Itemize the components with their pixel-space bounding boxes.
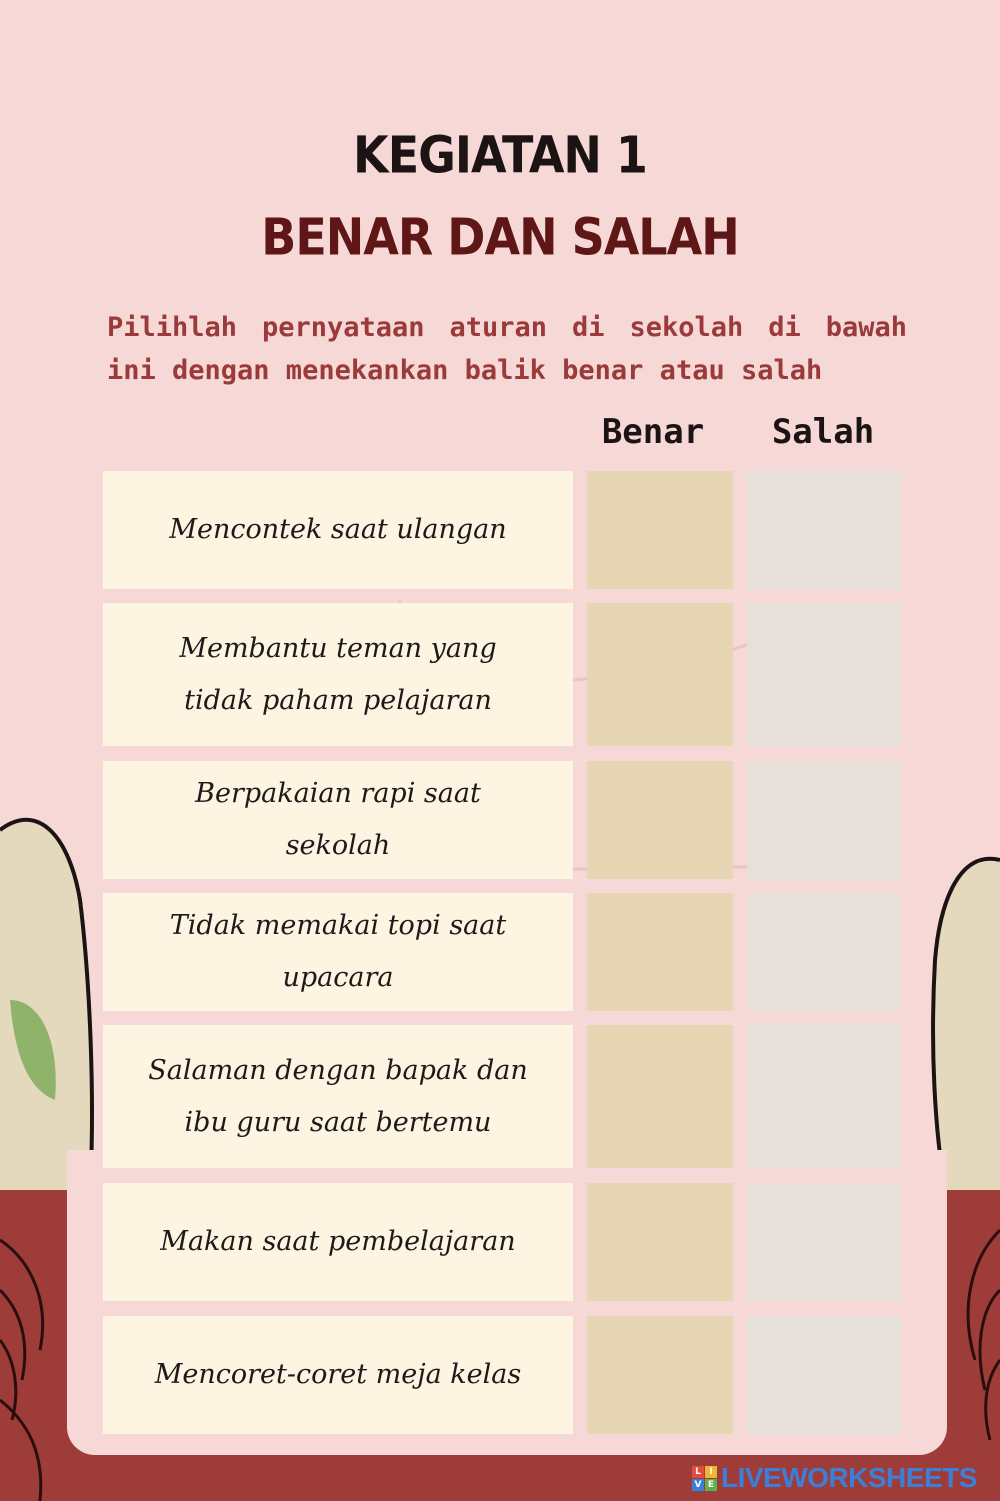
answer-box-benar[interactable]: [587, 893, 733, 1011]
statement-text: Membantu teman yang tidak paham pelajaran: [103, 603, 573, 746]
answer-box-salah[interactable]: [747, 1316, 901, 1434]
liveworksheets-logo-icon: L I V E: [692, 1466, 717, 1491]
statement-text: Makan saat pembelajaran: [103, 1183, 573, 1301]
answer-box-benar[interactable]: [587, 603, 733, 746]
answer-box-salah[interactable]: [747, 1025, 901, 1168]
statement-text: Salaman dengan bapak dan ibu guru saat bertemu: [103, 1025, 573, 1168]
activity-title: KEGIATAN 1: [353, 125, 647, 185]
activity-subtitle: BENAR DAN SALAH: [261, 207, 739, 267]
instruction-text: Pilihlah pernyataan aturan di sekolah di bawah ini dengan menekankan balik benar atau salah: [107, 312, 907, 386]
answer-box-salah[interactable]: [747, 761, 901, 879]
answer-box-benar[interactable]: [587, 471, 733, 589]
answer-box-salah[interactable]: [747, 603, 901, 746]
statement-text: Mencoret-coret meja kelas: [103, 1316, 573, 1434]
answer-box-benar[interactable]: [587, 761, 733, 879]
statement-text: Mencontek saat ulangan: [103, 471, 573, 589]
answer-box-salah[interactable]: [747, 1183, 901, 1301]
statement-text: Berpakaian rapi saat sekolah: [103, 761, 573, 879]
answer-box-salah[interactable]: [747, 893, 901, 1011]
liveworksheets-logo[interactable]: [692, 1462, 977, 1494]
column-header-benar: Benar: [601, 412, 705, 452]
liveworksheets-logo-text: LIVEWORKSHEETS: [721, 1462, 977, 1493]
answer-box-benar[interactable]: [587, 1025, 733, 1168]
answer-box-salah[interactable]: [747, 471, 901, 589]
answer-box-benar[interactable]: [587, 1183, 733, 1301]
column-header-salah: Salah: [771, 412, 875, 452]
statement-text: Tidak memakai topi saat upacara: [103, 893, 573, 1011]
answer-box-benar[interactable]: [587, 1316, 733, 1434]
